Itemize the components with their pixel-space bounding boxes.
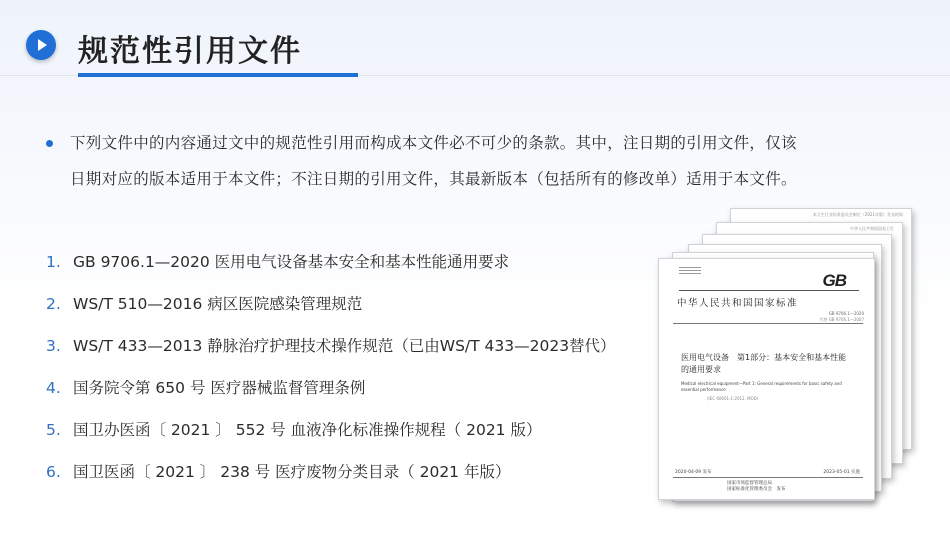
page-title: 规范性引用文件 [78,34,302,69]
document-org: 中华人民共和国国家标准 [677,298,799,309]
list-number: 3. [46,337,61,355]
document-divider [673,323,863,324]
ics-code-lines [679,267,701,277]
list-item [46,250,509,272]
list-number: 5. [46,421,61,439]
list-item [46,292,362,314]
intro-line-2: 日期对应的版本适用于本文件；不注日期的引用文件，其最新版本（包括所有的修改单）适用于本文件。 [70,170,797,188]
intro-line-1: 下列文件中的内容通过文中的规范性引用而构成本文件必不可少的条款。其中，注日期的引用文件，仅该 [70,134,797,152]
reference-text: 国卫办医函〔 2021 〕 552 号 血液净化标准操作规程（ 2021 版） [73,421,542,439]
sheet-header: 中华人民共和国国家卫生 [850,226,894,231]
list-item [46,376,365,398]
reference-text: GB 9706.1—2020 医用电气设备基本安全和基本性能通用要求 [73,253,510,271]
title-underline [78,73,358,77]
list-number: 6. [46,463,61,481]
document-title: 医用电气设备 第1部分：基本安全和基本性能的通用要求 [681,353,847,374]
list-item [46,418,541,440]
reference-text: 国务院令第 650 号 医疗器械监督管理条例 [73,379,366,397]
list-number: 4. [46,379,61,397]
reference-text: WS/T 510—2016 病区医院感染管理规范 [73,295,363,313]
publisher-line-2: 国家标准化管理委员会 发布 [727,487,786,492]
header-rule [679,290,859,291]
document-title-en: Medical electrical equipment—Part 1: General requirements for basic safety and essential performance [681,381,842,392]
reference-text: WS/T 433—2013 静脉治疗护理技术操作规范（已由WS/T 433—2023替代） [73,337,616,355]
footer-rule [673,477,863,478]
play-icon [26,30,56,60]
document-note: (IEC 60601-1:2012, MOD) [707,396,759,401]
implementation-date: 2023-05-01 实施 [823,470,860,475]
reference-text: 国卫医函〔 2021 〕 238 号 医疗废物分类目录（ 2021 年版） [73,463,511,481]
list-item [46,460,510,482]
sheet-header: 本卫生行业标准委员会制定（2021年版）发布时间 [812,212,903,217]
bullet-icon [46,140,53,147]
document-replaces: 代替 GB 9706.1—2007 [819,317,864,322]
document-code: GB 9706.1—2020 [828,311,864,316]
publisher [727,481,786,493]
standard-documents-image [650,200,930,510]
document-front-page [658,258,875,500]
list-number: 2. [46,295,61,313]
publisher-line-1: 国家市场监督管理总局 [727,481,772,486]
issue-date: 2020-04-09 发布 [675,470,712,475]
list-item [46,334,616,356]
list-number: 1. [46,253,61,271]
gb-logo: GB [822,271,846,290]
